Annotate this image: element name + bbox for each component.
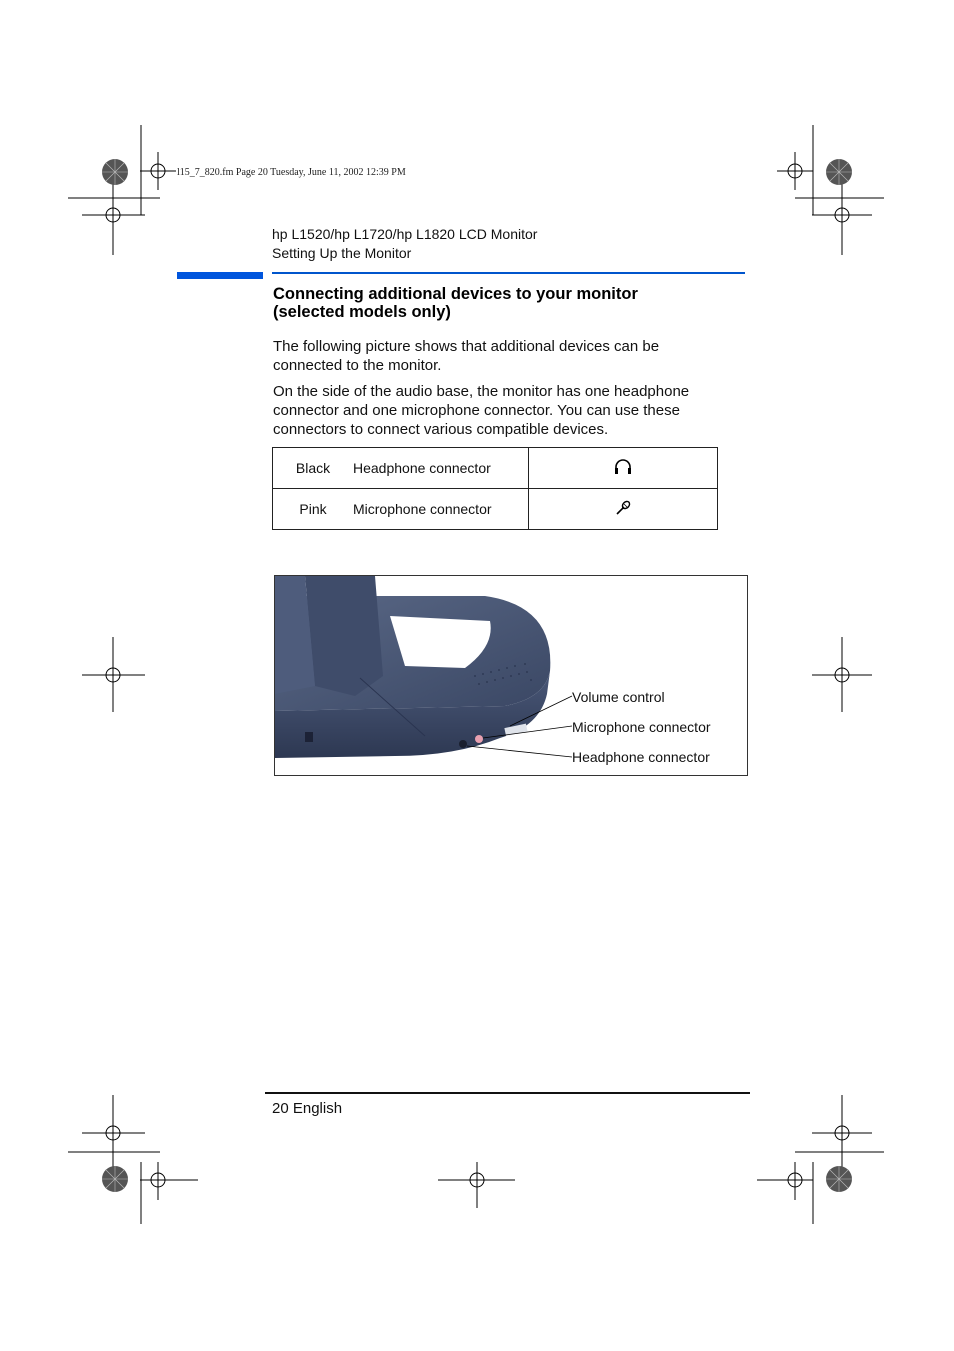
connector-icon-cell (529, 448, 718, 489)
heading-line-1: Connecting additional devices to your monitor (273, 285, 638, 303)
page-footer: 20 English (272, 1100, 343, 1117)
connector-color: Pink (299, 501, 327, 517)
table-row (273, 448, 718, 489)
connector-color: Black (295, 460, 331, 476)
heading-line-2: (selected models only) (273, 303, 451, 321)
connector-name: Headphone connector (353, 460, 491, 476)
section-header: Setting Up the Monitor (272, 245, 412, 261)
connector-icon-cell (529, 489, 718, 530)
section-tab-marker (177, 272, 263, 279)
header-rule (272, 272, 745, 274)
footer-rule (265, 1092, 750, 1094)
connector-paragraph: On the side of the audio base, the monitor has one headphone connector and one microphone connector. You can use these connectors to connect various compatible devices. (273, 383, 690, 438)
volume-control-callout: Volume control (572, 689, 665, 705)
headphone-icon (613, 458, 633, 476)
connector-table (272, 447, 718, 530)
monitor-base-illustration (275, 576, 747, 775)
connector-label-cell (273, 489, 529, 530)
connector-label-cell (273, 448, 529, 489)
headphone-connector-callout: Headphone connector (572, 749, 710, 765)
connector-name: Microphone connector (353, 501, 492, 517)
intro-paragraph: The following picture shows that additional devices can be connected to the monitor. (273, 338, 660, 374)
table-row (273, 489, 718, 530)
microphone-icon (613, 499, 633, 517)
print-stamp: l15_7_820.fm Page 20 Tuesday, June 11, 2002 12:39 PM (177, 167, 406, 178)
microphone-connector-callout: Microphone connector (572, 719, 711, 735)
page-heading (273, 285, 638, 321)
monitor-base-figure (274, 575, 748, 776)
product-line-header: hp L1520/hp L1720/hp L1820 LCD Monitor (272, 226, 538, 242)
